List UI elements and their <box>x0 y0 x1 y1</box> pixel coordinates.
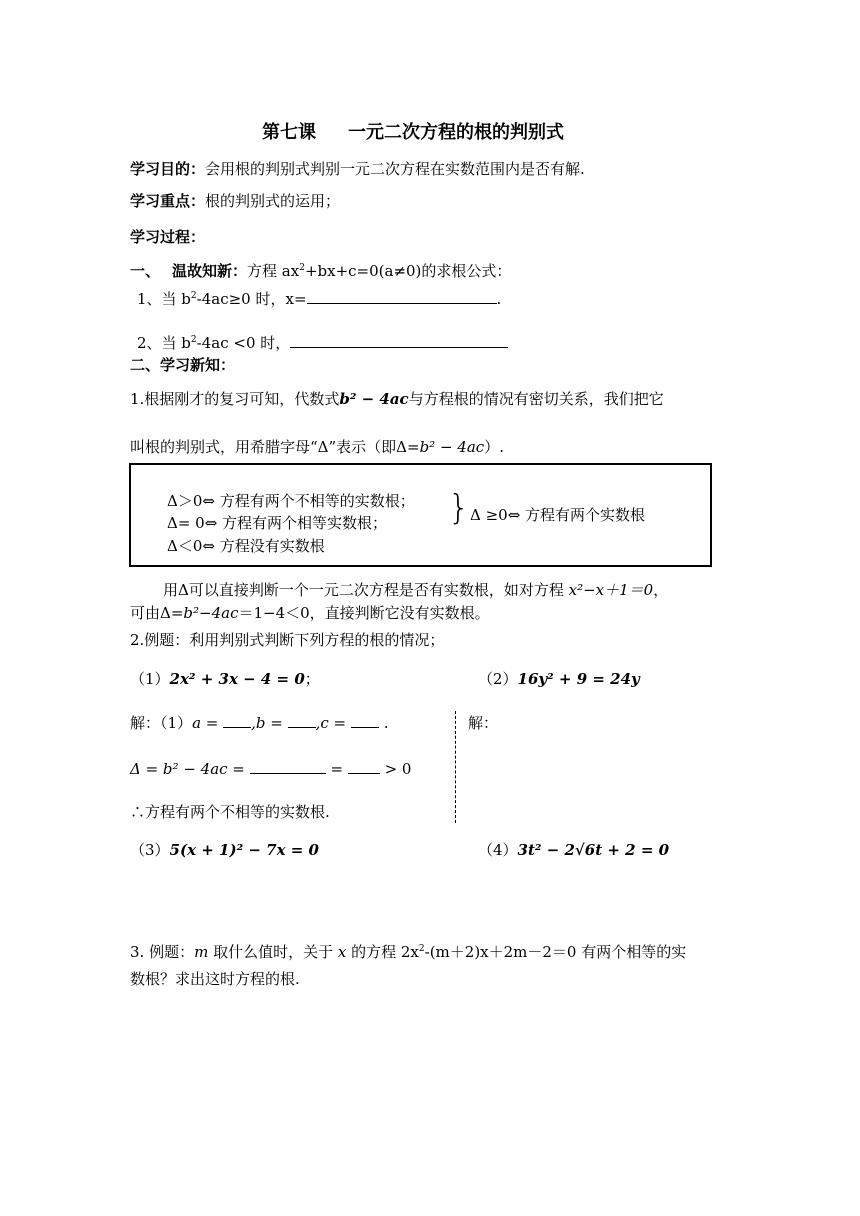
review-item1-b: -4ac≥0 时，x= <box>196 290 307 308</box>
usage-l1-eq: x²−x＋1＝0 <box>568 581 654 599</box>
focus-text: 根的判别式的运用； <box>205 192 341 210</box>
focus-label: 学习重点： <box>130 192 206 210</box>
ex3-b: 取什么值时，关于 <box>208 943 338 961</box>
example2-heading: 2.例题：利用判别式判断下列方程的根的情况； <box>130 631 445 649</box>
usage-l2-b: ＝1−4＜0，直接判断它没有实数根。 <box>238 604 490 622</box>
box-line-1: Δ＞0⇔ 方程有两个不相等的实数根； <box>167 492 415 510</box>
review-item-1 <box>137 288 501 309</box>
sol-num: （1） <box>160 714 193 732</box>
goal-line <box>130 158 585 179</box>
ex3-d: -(m＋2)x＋2m－2＝0 有两个相等的实 <box>424 943 687 961</box>
newknow-heading: 二、学习新知： <box>130 356 236 374</box>
q1-end: ； <box>304 670 320 688</box>
ex3-x: x <box>337 943 347 961</box>
goal-label: 学习目的： <box>130 160 206 178</box>
review-item2-a: 2、当 b <box>137 334 191 352</box>
review-item1-a: 1、当 b <box>137 290 191 308</box>
focus-line <box>130 190 340 211</box>
usage-line-2 <box>130 602 490 623</box>
q2-num: （2） <box>478 670 518 688</box>
ex3-m: m <box>194 943 209 961</box>
review-heading-sup: 2 <box>299 263 305 273</box>
column-divider <box>455 711 456 823</box>
q2-equation: 16y² + 9 = 24y <box>517 670 640 688</box>
blank-negative-case <box>290 333 508 348</box>
sol-delta: Δ = b² − 4ac = <box>130 760 245 778</box>
newknow-p2-b: ）. <box>484 438 504 456</box>
solution-1-line-1 <box>130 712 388 733</box>
sol-label: 解： <box>130 714 161 732</box>
ex3-a: 3. 例题： <box>130 943 195 961</box>
blank-delta-expr <box>250 759 326 774</box>
newknow-p1-expr: b² − 4ac <box>339 390 409 408</box>
sol-a: a = <box>192 714 219 732</box>
question-1 <box>130 668 320 689</box>
newknow-p1-a: 1.根据刚才的复习可知，代数式 <box>130 390 340 408</box>
blank-a <box>223 713 251 728</box>
usage-l1-a: 用Δ可以直接判断一个一元二次方程是否有实数根，如对方程 <box>163 581 569 599</box>
blank-b <box>288 713 316 728</box>
review-item1-end: . <box>496 290 502 308</box>
blank-x-formula <box>307 289 497 304</box>
right-brace: } <box>448 488 470 528</box>
solution-2-label: 解： <box>468 714 499 732</box>
sol-eq: = <box>330 760 344 778</box>
example3-line-2: 数根？求出这时方程的根. <box>130 970 300 988</box>
goal-text: 会用根的判别式判别一元二次方程在实数范围内是否有解. <box>205 160 585 178</box>
review-item-2 <box>137 332 508 353</box>
question-4 <box>478 839 669 860</box>
usage-l2-eq: b²−4ac <box>183 604 239 622</box>
review-item1-sup: 2 <box>190 291 197 301</box>
newknow-p2-expr: b² − 4ac <box>419 438 485 456</box>
sol-gt: > 0 <box>384 760 412 778</box>
lesson-topic: 一元二次方程的根的判别式 <box>348 122 564 143</box>
review-heading <box>130 260 511 281</box>
solution-1-conclusion: ∴方程有两个不相等的实数根. <box>130 803 330 821</box>
solution-1-line-2 <box>130 759 411 778</box>
q4-equation: 3t² − 2√6t + 2 = 0 <box>517 841 670 859</box>
box-line-3: Δ＜0⇔ 方程没有实数根 <box>167 537 325 555</box>
usage-line-1 <box>163 579 668 600</box>
usage-l2-a: 可由Δ= <box>130 604 184 622</box>
q1-equation: 2x² + 3x − 4 = 0 <box>169 670 305 688</box>
q3-equation: 5(x + 1)² − 7x = 0 <box>169 841 319 859</box>
newknow-p2-a: 叫根的判别式，用希腊字母“Δ”表示（即Δ= <box>130 438 420 456</box>
sol-b: ,b = <box>251 714 283 732</box>
review-heading-text-a: 方程 ax <box>247 262 300 280</box>
sol-end: . <box>383 714 389 732</box>
page-title <box>262 118 564 144</box>
sol-c: ,c = <box>315 714 347 732</box>
ex3-c: 的方程 2x <box>346 943 419 961</box>
q1-num: （1） <box>130 670 170 688</box>
blank-c <box>351 713 379 728</box>
question-3 <box>130 839 319 860</box>
box-right-summary: Δ ≥0⇔ 方程有两个实数根 <box>470 506 646 524</box>
review-heading-label: 温故知新： <box>172 262 248 280</box>
usage-l1-end: ， <box>653 581 669 599</box>
review-heading-num: 一、 <box>130 262 161 280</box>
example3-line-1 <box>130 941 686 962</box>
process-label: 学习过程： <box>130 228 206 246</box>
review-heading-text-b: +bx+c=0(a≠0)的求根公式： <box>304 262 512 280</box>
review-item2-sup: 2 <box>190 335 197 345</box>
box-line-2: Δ= 0⇔ 方程有两个相等实数根； <box>167 514 388 532</box>
lesson-number: 第七课 <box>262 122 316 143</box>
newknow-line-1 <box>130 388 664 409</box>
ex3-sup: 2 <box>418 944 425 954</box>
newknow-line-2 <box>130 436 504 457</box>
q3-num: （3） <box>130 841 170 859</box>
question-2 <box>478 668 640 689</box>
q4-num: （4） <box>478 841 518 859</box>
review-item2-b: -4ac <0 时， <box>196 334 291 352</box>
blank-delta-value <box>348 759 380 774</box>
newknow-p1-b: 与方程根的情况有密切关系，我们把它 <box>408 390 664 408</box>
